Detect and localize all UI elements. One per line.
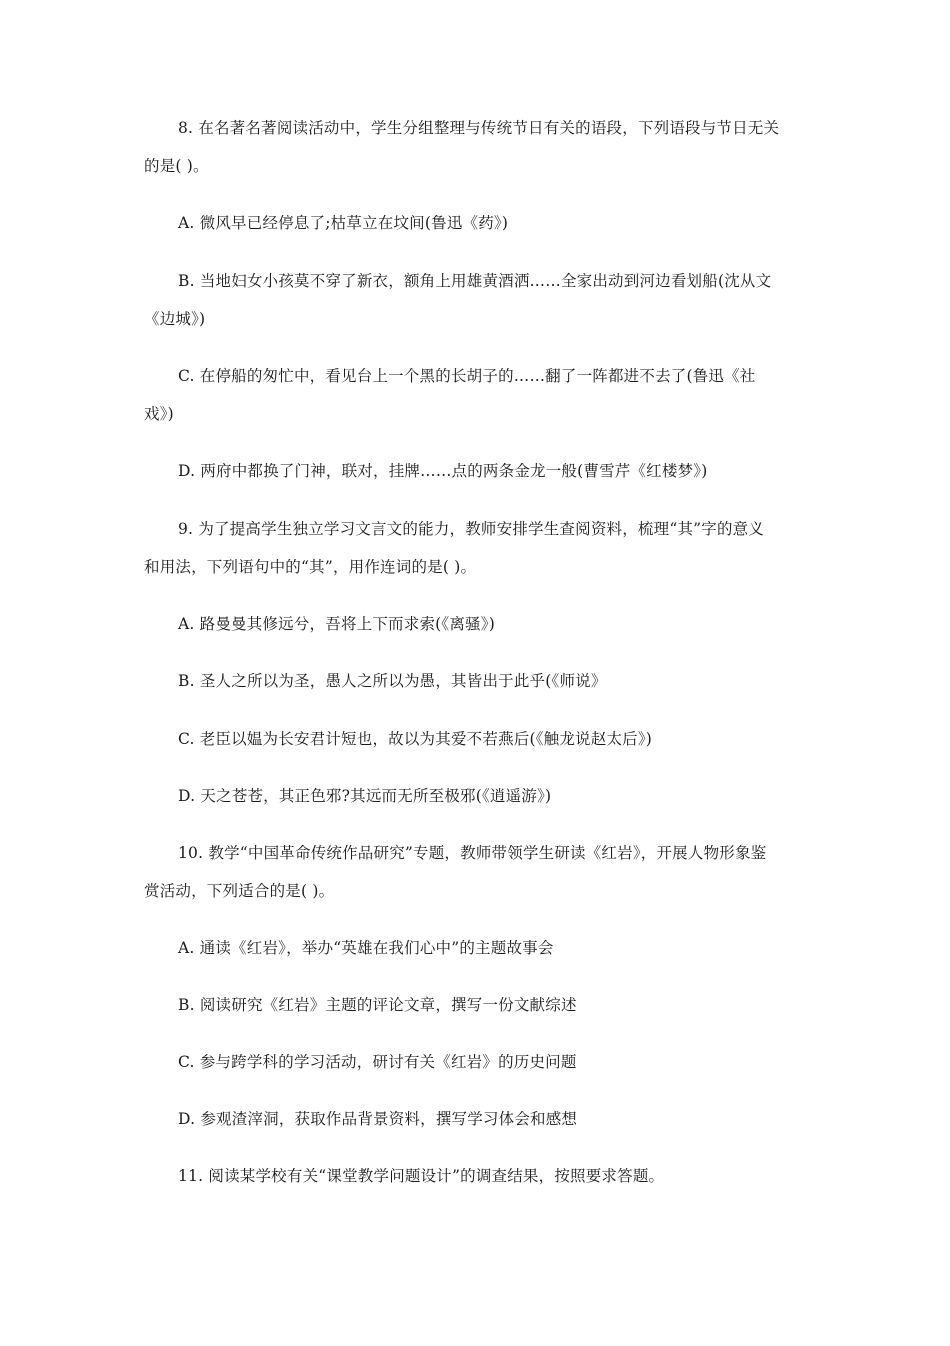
question-9-stem-cont: 和用法，下列语句中的“其”，用作连词的是( )。	[144, 558, 477, 576]
question-11-stem: 11. 阅读某学校有关“课堂教学问题设计”的调查结果，按照要求答题。	[178, 1167, 665, 1185]
question-10-option-a: A. 通读《红岩》，举办“英雄在我们心中”的主题故事会	[178, 939, 554, 957]
question-10-stem: 10. 教学“中国革命传统作品研究”专题，教师带领学生研读《红岩》，开展人物形象鉴	[178, 844, 767, 862]
question-10-stem-cont: 赏活动，下列适合的是( )。	[144, 882, 335, 900]
question-8-option-a: A. 微风早已经停息了;枯草立在坟间(鲁迅《药》)	[178, 214, 509, 232]
question-8-option-c-cont: 戏》)	[144, 405, 174, 423]
question-8-option-b: B. 当地妇女小孩莫不穿了新衣，额角上用雄黄酒洒……全家出动到河边看划船(沈从文	[178, 272, 772, 290]
question-8-option-b-cont: 《边城》)	[144, 310, 206, 328]
question-10-option-b: B. 阅读研究《红岩》主题的评论文章，撰写一份文献综述	[178, 996, 577, 1014]
question-10-option-c: C. 参与跨学科的学习活动，研讨有关《红岩》的历史问题	[178, 1053, 577, 1071]
question-9-stem: 9. 为了提高学生独立学习文言文的能力，教师安排学生查阅资料，梳理“其”字的意义	[178, 520, 765, 538]
question-9-option-d: D. 天之苍苍，其正色邪?其远而无所至极邪(《逍遥游》)	[178, 787, 552, 805]
question-8-option-c: C. 在停船的匆忙中，看见台上一个黑的长胡子的……翻了一阵都进不去了(鲁迅《社	[178, 367, 756, 385]
question-9-option-a: A. 路曼曼其修远兮，吾将上下而求索(《离骚》)	[178, 615, 495, 633]
question-8-stem: 8. 在名著名著阅读活动中，学生分组整理与传统节日有关的语段，下列语段与节日无关	[178, 119, 780, 137]
question-9-option-b: B. 圣人之所以为圣，愚人之所以为愚，其皆出于此乎(《师说》	[178, 672, 607, 690]
question-8-option-d: D. 两府中都换了门神，联对，挂牌……点的两条金龙一般(曹雪芹《红楼梦》)	[178, 462, 708, 480]
question-9-option-c: C. 老臣以媪为长安君计短也，故以为其爱不若燕后(《触龙说赵太后》)	[178, 730, 653, 748]
question-8-stem-cont: 的是( )。	[144, 157, 209, 175]
question-10-option-d: D. 参观渣滓洞，获取作品背景资料，撰写学习体会和感想	[178, 1110, 578, 1128]
